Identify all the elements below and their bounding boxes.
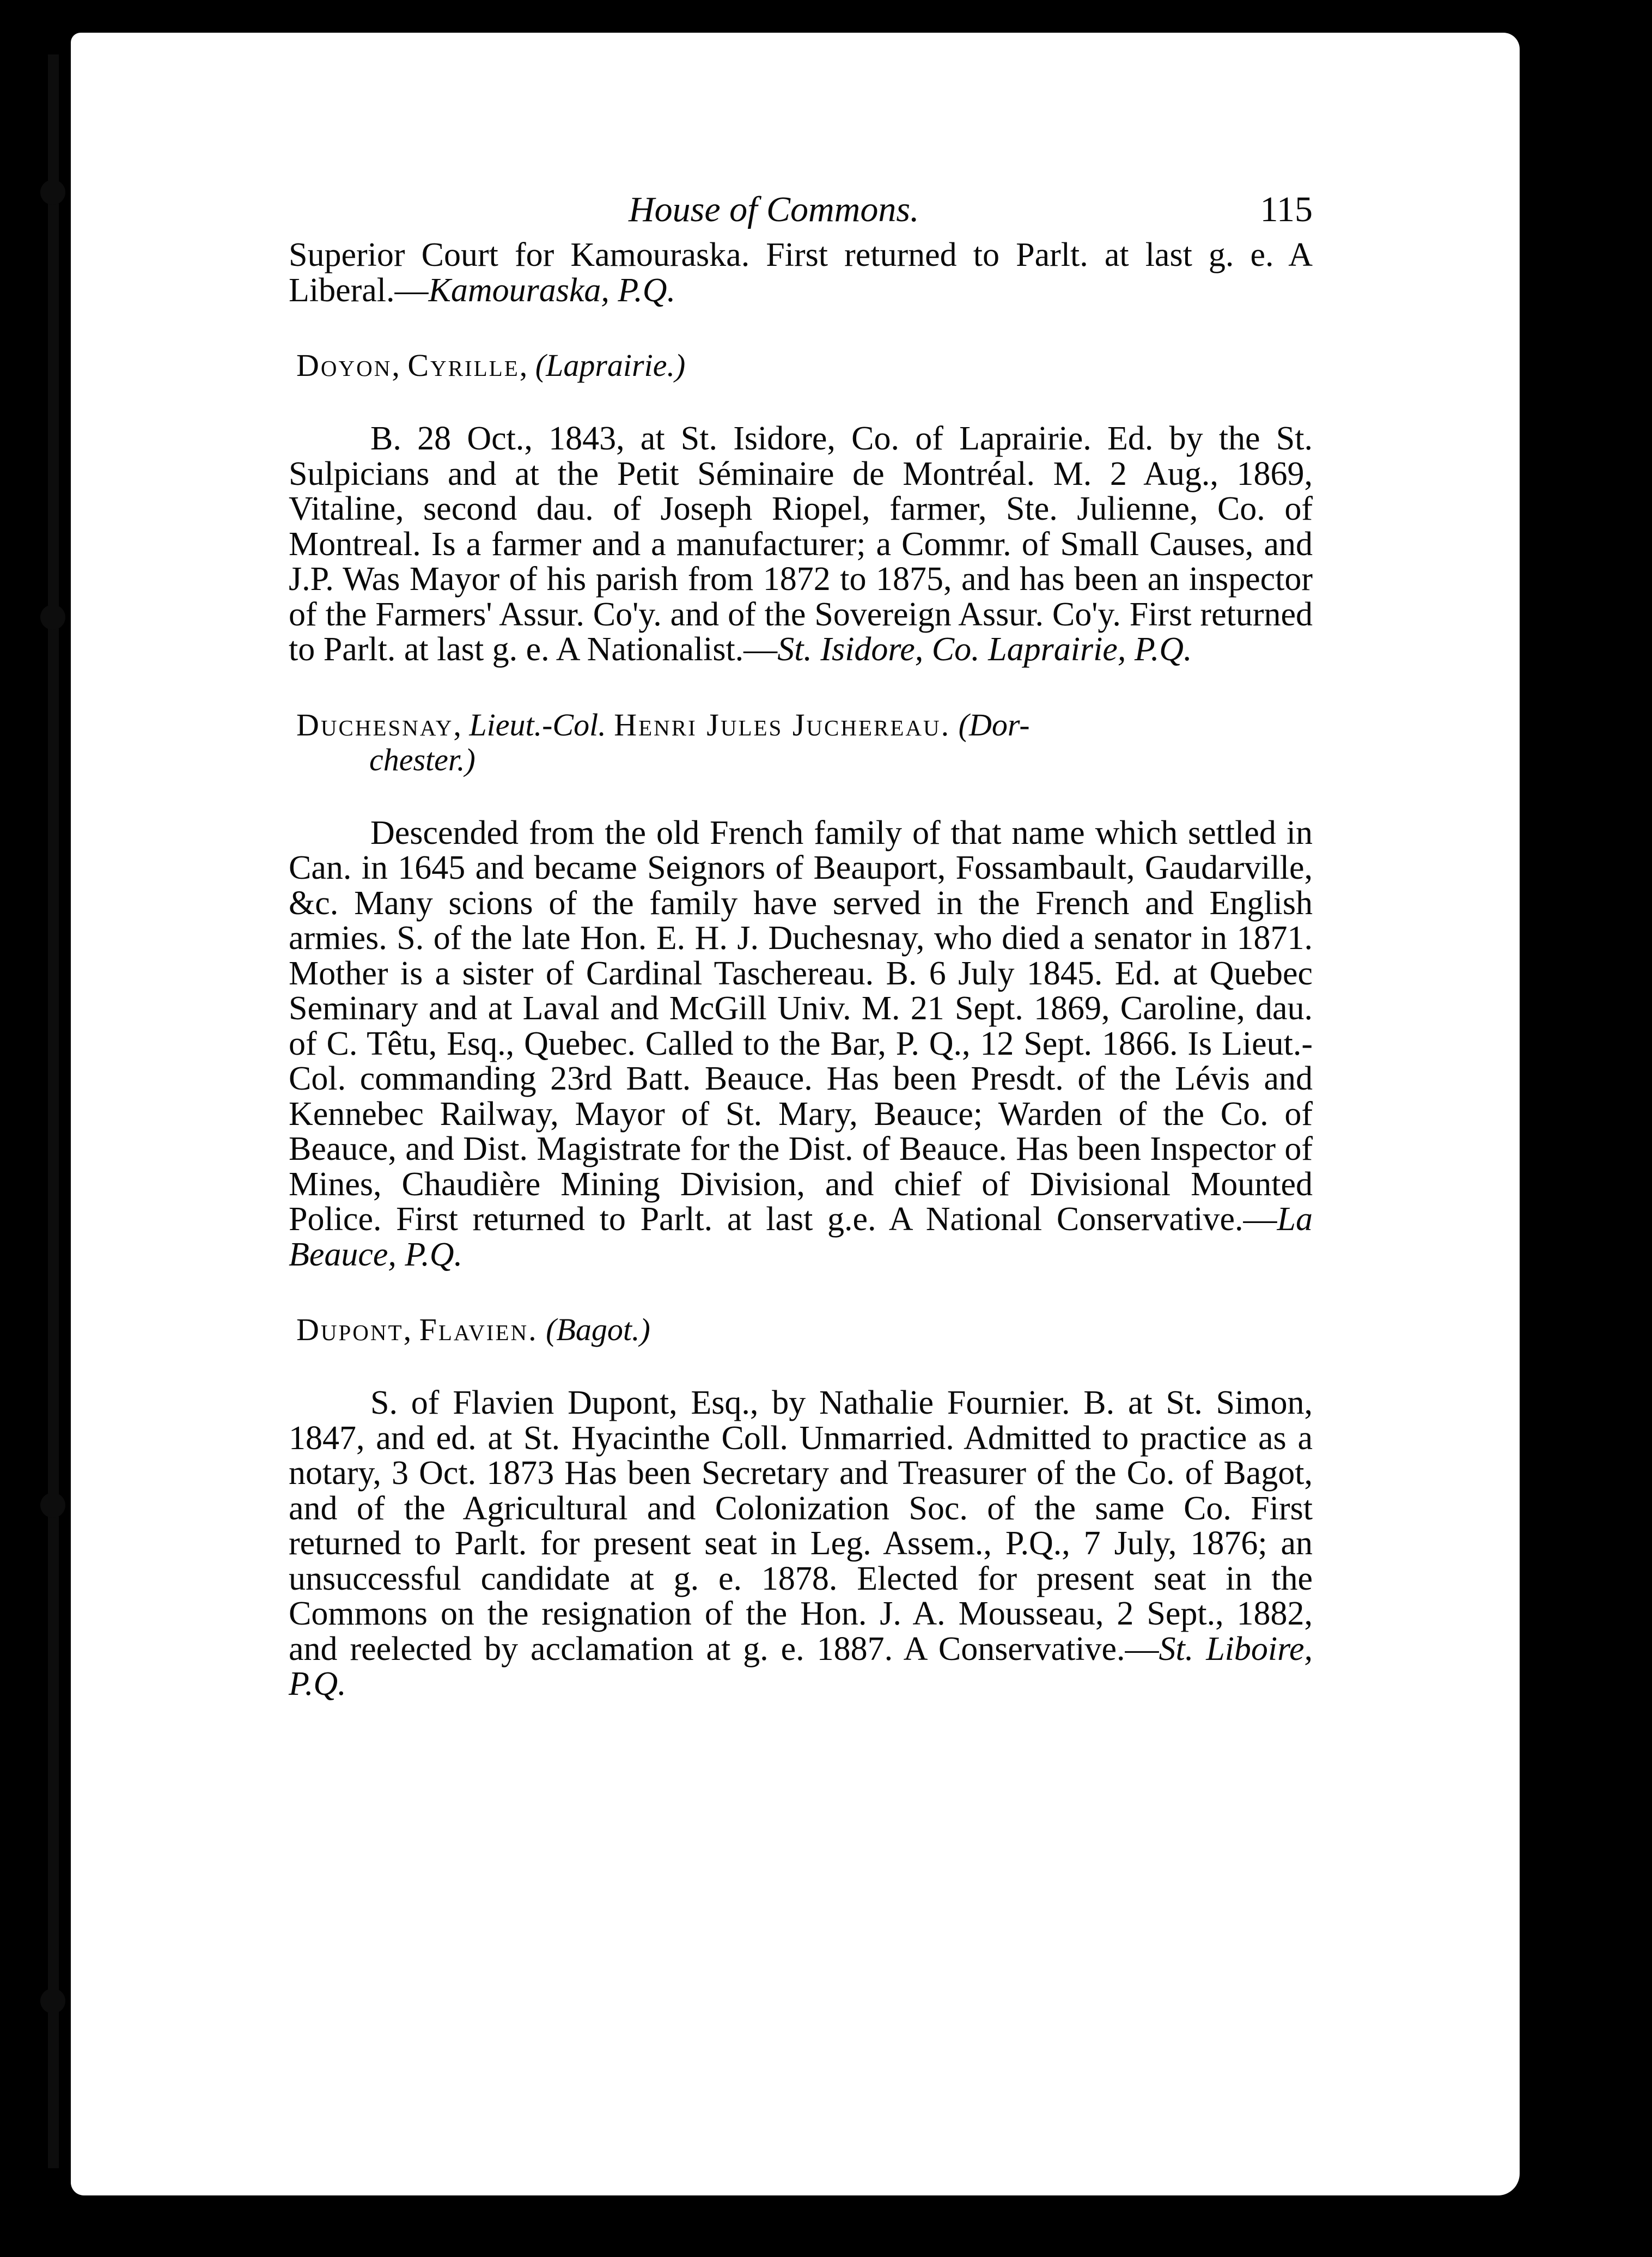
entry-constituency: (Bagot.) bbox=[546, 1312, 650, 1347]
entry-surname: Dupont bbox=[296, 1312, 404, 1347]
residence: St. Liboire, P.Q. bbox=[289, 1630, 1313, 1702]
binding-edge bbox=[48, 54, 59, 2168]
entry-constituency: (Laprairie.) bbox=[535, 348, 686, 383]
entry-heading-duchesnay: Duchesnay, Lieut.-Col. Henri Jules Juchereau. (Dor- chester.) bbox=[289, 708, 1313, 777]
page-number: 115 bbox=[1260, 190, 1313, 229]
running-title: House of Commons. bbox=[629, 190, 919, 229]
entry-body-text: Descended from the old French family of that name which settled in Can. in 1645 and became Seignors of Beauport, Fossambault, Gaudarville, &c. Many scions of the family have served in the French and English armies. S. of the late Hon. E. H. J. Duchesnay, who died a senator in 1871. Mother is a sister of Cardinal Taschereau. B. 6 July 1845. Ed. at Quebec Seminary and at Laval and McGill Univ. M. 21 Sept. 1869, Caroline, dau. of C. Têtu, Esq., Quebec. Called to the Bar, P. Q., 12 Sept. 1866. Is Lieut.-Col. commanding 23rd Batt. Beauce. Has been Presdt. of the Lévis and Kennebec Railway, Mayor of St. Mary, Beauce; Warden of the Co. of Beauce, and Dist. Magistrate for the Dist. of Beauce. Has been Inspector of Mines, Chaudière Mining Division, and chief of Divisional Mounted Police. First returned to Parlt. at last g.e. A National Conservative.— bbox=[289, 814, 1313, 1238]
entry-constituency-continued: chester.) bbox=[369, 741, 476, 777]
running-head bbox=[289, 185, 1313, 234]
entry-body-text: S. of Flavien Dupont, Esq., by Nathalie Fournier. B. at St. Simon, 1847, and ed. at St. Hyacinthe Coll. Unmarried. Admitted to practice as a notary, 3 Oct. 1873 Has been Secretary and Treasurer of the Co. of Bagot, and of the Agricultural and Colonization Soc. of the same Co. First returned to Parlt. for present seat in Leg. Assem., P.Q., 7 July, 1876; an unsuccessful candidate at g. e. 1878. Elected for present seat in the Commons on the resignation of the Hon. J. A. Mousseau, 2 Sept., 1882, and reelected by acclamation at g. e. 1887. A Conservative.— bbox=[289, 1384, 1313, 1668]
entry-names: Flavien. bbox=[419, 1312, 538, 1347]
entry-constituency: (Dor- bbox=[958, 707, 1030, 743]
page-content bbox=[289, 185, 1313, 1702]
heading-separator: , bbox=[519, 348, 535, 383]
binding-notch bbox=[40, 1988, 65, 2013]
continuation-text: Superior Court for Kamouraska. First returned to Parlt. at last g. e. A Liberal.— bbox=[289, 236, 1313, 309]
binding-notch bbox=[40, 180, 65, 205]
residence: St. Isidore, Co. Laprairie, P.Q. bbox=[777, 631, 1192, 668]
entry-surname: Doyon bbox=[296, 348, 392, 383]
binding-notch bbox=[40, 605, 65, 630]
continuation-paragraph bbox=[289, 238, 1313, 308]
entry-body-duchesnay bbox=[289, 816, 1313, 1273]
heading-separator: , bbox=[392, 348, 408, 383]
entry-body-doyon bbox=[289, 421, 1313, 667]
heading-separator: , bbox=[403, 1312, 419, 1347]
entry-names: Henri Jules Juchereau. bbox=[614, 707, 951, 743]
binding-notch bbox=[40, 1493, 65, 1518]
residence: Kamouraska, P.Q. bbox=[428, 271, 676, 309]
entry-title: Lieut.-Col. bbox=[469, 707, 606, 743]
residence: La Beauce, P.Q. bbox=[289, 1201, 1313, 1273]
entry-heading-dupont bbox=[289, 1312, 1313, 1347]
entry-surname: Duchesnay bbox=[296, 707, 454, 743]
entry-names: Cyrille bbox=[407, 348, 520, 383]
entry-body-text: B. 28 Oct., 1843, at St. Isidore, Co. of Laprairie. Ed. by the St. Sulpicians and at the Petit Séminaire de Montréal. M. 2 Aug., 1869, Vitaline, second dau. of Joseph Riopel, farmer, Ste. Julienne, Co. of Montreal. Is a farmer and a manufacturer; a Commr. of Small Causes, and J.P. Was Mayor of his parish from 1872 to 1875, and has been an inspector of the Farmers' Assur. Co'y. and of the Sovereign Assur. Co'y. First returned to Parlt. at last g. e. A Nationalist.— bbox=[289, 420, 1313, 668]
entry-body-dupont bbox=[289, 1385, 1313, 1702]
entry-heading-doyon bbox=[289, 348, 1313, 383]
